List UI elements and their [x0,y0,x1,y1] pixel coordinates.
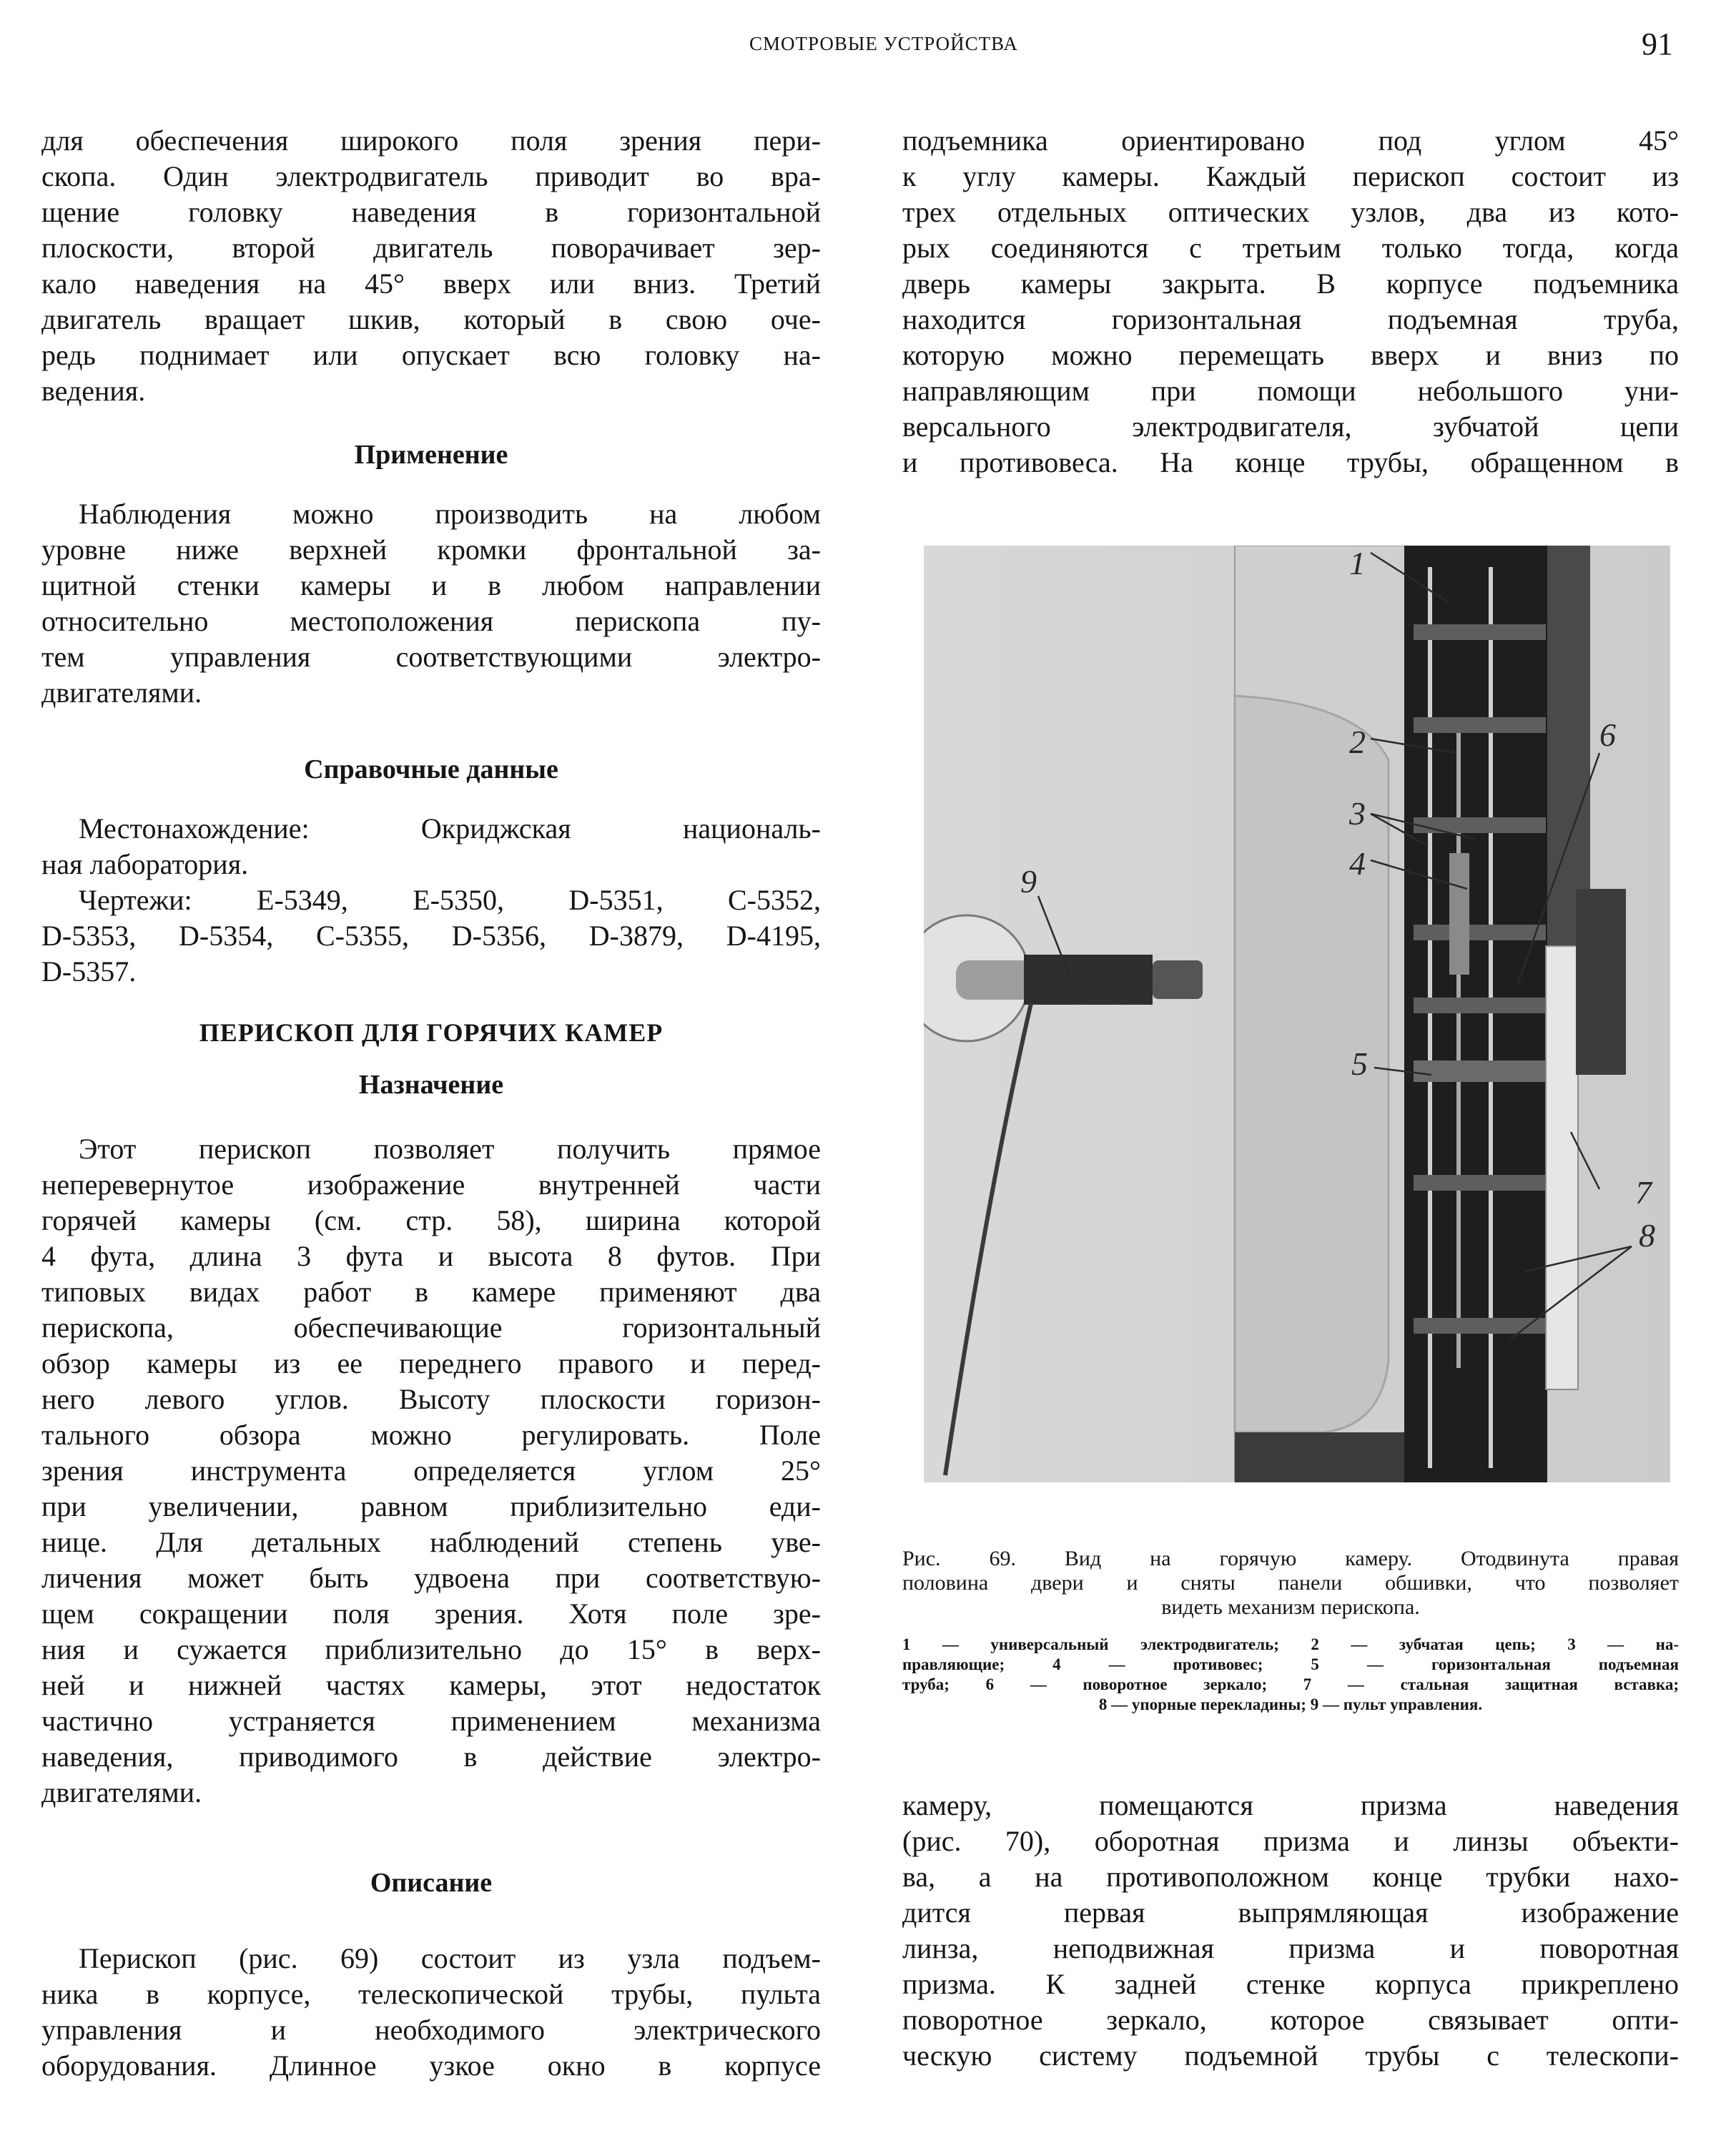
callout-7: 7 [1635,1174,1652,1211]
text-line: уровне ниже верхней кромки фронтальной за- [41,533,821,566]
legend-line: 1 — универсальный электродвигатель; 2 — зубчатая цепь; 3 — на- [902,1635,1679,1653]
callout-3: 3 [1349,795,1366,832]
figure-legend [902,1635,1679,1715]
text-line: тального обзора можно регулировать. Поле [41,1419,821,1451]
text-line: к углу камеры. Каждый перископ состоит из [902,160,1679,192]
callout-9: 9 [1020,863,1037,900]
text-line: 4 фута, длина 3 фута и высота 8 футов. При [41,1240,821,1272]
text-line: двигателями. [41,1776,202,1808]
text-line: ческую систему подъемной трубы с телескопи- [902,2039,1679,2072]
text-line: плоскости, второй двигатель поворачивает зер- [41,232,821,264]
console-barrel [956,960,1035,1000]
text-line: зрения инструмента определяется углом 25° [41,1454,821,1487]
text-line: поворотное зеркало, которое связывает опти- [902,2004,1679,2036]
application-paragraph [41,496,821,711]
caption-line: Рис. 69. Вид на горячую камеру. Отодвинута правая [902,1547,1679,1570]
text-line: Этот перископ позволяет получить прямое [79,1133,821,1165]
text-line: двигателями. [41,676,202,709]
text-line: нице. Для детальных наблюдений степень уве- [41,1526,821,1558]
heading-description: Описание [370,1868,493,1898]
crossbar [1414,717,1546,733]
legend-line: труба; 6 — поворотное зеркало; 7 — стальная защитная вставка; [902,1675,1679,1693]
text-line: D-5357. [41,955,137,988]
heading-purpose: Назначение [358,1070,504,1100]
console-eyepiece [1153,960,1203,999]
text-line: и противовеса. На конце трубы, обращенном в [902,446,1679,478]
legend-line: 8 — упорные перекладины; 9 — пульт управления. [1098,1695,1483,1713]
mirror-frame [1576,889,1626,1075]
text-line: призма. К задней стенке корпуса прикреплено [902,1968,1679,2000]
callout-8: 8 [1639,1217,1655,1254]
text-line: рых соединяются с третьим только тогда, когда [902,232,1679,264]
figure-hot-cell-photo [924,546,1670,1482]
text-line: управления и необходимого электрического [41,2014,821,2046]
hot-cell-photo-illustration [924,546,1670,1482]
crossbar [1414,1318,1546,1334]
text-line: тем управления соответствующими электро- [41,641,821,673]
text-line: камеру, помещаются призма наведения [902,1789,1679,1821]
intro-paragraph [41,123,821,409]
running-header-title: СМОТРОВЫЕ УСТРОЙСТВА [749,33,1018,54]
description-paragraph [41,1941,821,2084]
text-line: оборудования. Длинное узкое окно в корпусе [41,2049,821,2082]
text-line: горячей камеры (см. стр. 58), ширина которой [41,1204,821,1236]
text-line: для обеспечения широкого поля зрения пери- [41,124,821,157]
crossbar [1414,925,1546,940]
right-bottom-paragraph [902,1788,1679,2074]
crossbar [1414,998,1546,1013]
text-line: перископа, обеспечивающие горизонтальный [41,1311,821,1344]
text-line: линза, неподвижная призма и поворотная [902,1932,1679,1964]
door-bottom [1235,1432,1406,1482]
text-line: щитной стенки камеры и в любом направлении [41,569,821,601]
text-line: редь поднимает или опускает всю головку на- [41,339,821,371]
text-line: ная лаборатория. [41,848,249,880]
steel-insert [1546,946,1578,1389]
control-console [1024,955,1153,1005]
text-line: D-5353, D-5354, С-5355, D-5356, D-3879, D-4195, [41,920,821,952]
text-line: ва, а на противоположном конце трубки нахо- [902,1861,1679,1893]
text-line: находится горизонтальная подъемная труба, [902,303,1679,335]
text-line: ния и сужается приблизительно до 15° в верх- [41,1633,821,1665]
legend-line: правляющие; 4 — противовес; 5 — горизонтальная подъемная [902,1655,1679,1673]
callout-4: 4 [1349,845,1366,882]
crossbar [1414,817,1546,833]
text-line: скопа. Один электродвигатель приводит во вра- [41,160,821,192]
section-title: ПЕРИСКОП ДЛЯ ГОРЯЧИХ КАМЕР [199,1018,664,1047]
crossbar [1414,1175,1546,1191]
text-line: двигатель вращает шкив, который в свою оче- [41,303,821,335]
text-line: личения может быть удвоена при соответствую- [41,1562,821,1594]
text-line: него левого углов. Высоту плоскости горизон- [41,1383,821,1415]
text-line: подъемника ориентировано под углом 45° [902,124,1679,157]
text-line: дится первая выпрямляющая изображение [902,1896,1679,1929]
callout-1: 1 [1349,546,1366,581]
text-line: версального электродвигателя, зубчатой цепи [902,410,1679,443]
text-line: при увеличении, равном приблизительно еди- [41,1490,821,1522]
text-line: частично устраняется применением механизма [41,1705,821,1737]
crossbar [1414,624,1546,640]
mechanism-cavity [1404,546,1547,1482]
callout-5: 5 [1351,1045,1368,1082]
text-line: типовых видах работ в камере применяют два [41,1276,821,1308]
heading-reference-data: Справочные данные [304,754,558,784]
frame-rail [1547,546,1590,946]
right-top-paragraph [902,123,1679,481]
text-line: щение головку наведения в горизонтальной [41,196,821,228]
page-number: 91 [1642,26,1673,61]
text-line: Чертежи: Е-5349, Е-5350, D-5351, С-5352, [79,884,821,916]
caption-line: видеть механизм перископа. [1161,1595,1420,1619]
counterweight [1449,853,1469,975]
text-line: (рис. 70), оборотная призма и линзы объекти- [902,1825,1679,1857]
figure-caption [902,1547,1679,1620]
text-line: щем сокращении поля зрения. Хотя поле зре- [41,1598,821,1630]
text-line: ней и нижней частях камеры, этот недостаток [41,1669,821,1701]
text-line: Перископ (рис. 69) состоит из узла подъем- [79,1942,821,1974]
text-line: трех отдельных оптических узлов, два из кото- [902,196,1679,228]
lift-tube [1414,1060,1546,1082]
text-line: кало наведения на 45° вверх или вниз. Третий [41,267,821,300]
text-line: неперевернутое изображение внутренней части [41,1168,821,1201]
callout-2: 2 [1349,724,1366,760]
caption-line: половина двери и сняты панели обшивки, что позволяет [902,1571,1679,1595]
text-line: которую можно перемещать вверх и вниз по [902,339,1679,371]
purpose-paragraph [41,1131,821,1811]
reference-paragraph [41,811,821,990]
text-line: Наблюдения можно производить на любом [79,498,821,530]
text-line: относительно местоположения перископа пу- [41,605,821,637]
callout-6: 6 [1599,717,1616,753]
text-line: ведения. [41,375,146,407]
heading-application: Применение [354,440,508,470]
text-line: направляющим при помощи небольшого уни- [902,375,1679,407]
text-line: наведения, приводимого в действие электро- [41,1741,821,1773]
text-line: дверь камеры закрыта. В корпусе подъемника [902,267,1679,300]
text-line: ника в корпусе, телескопической трубы, пульта [41,1978,821,2010]
text-line: обзор камеры из ее переднего правого и перед- [41,1347,821,1379]
text-line: Местонахождение: Окриджская националь- [79,812,821,845]
